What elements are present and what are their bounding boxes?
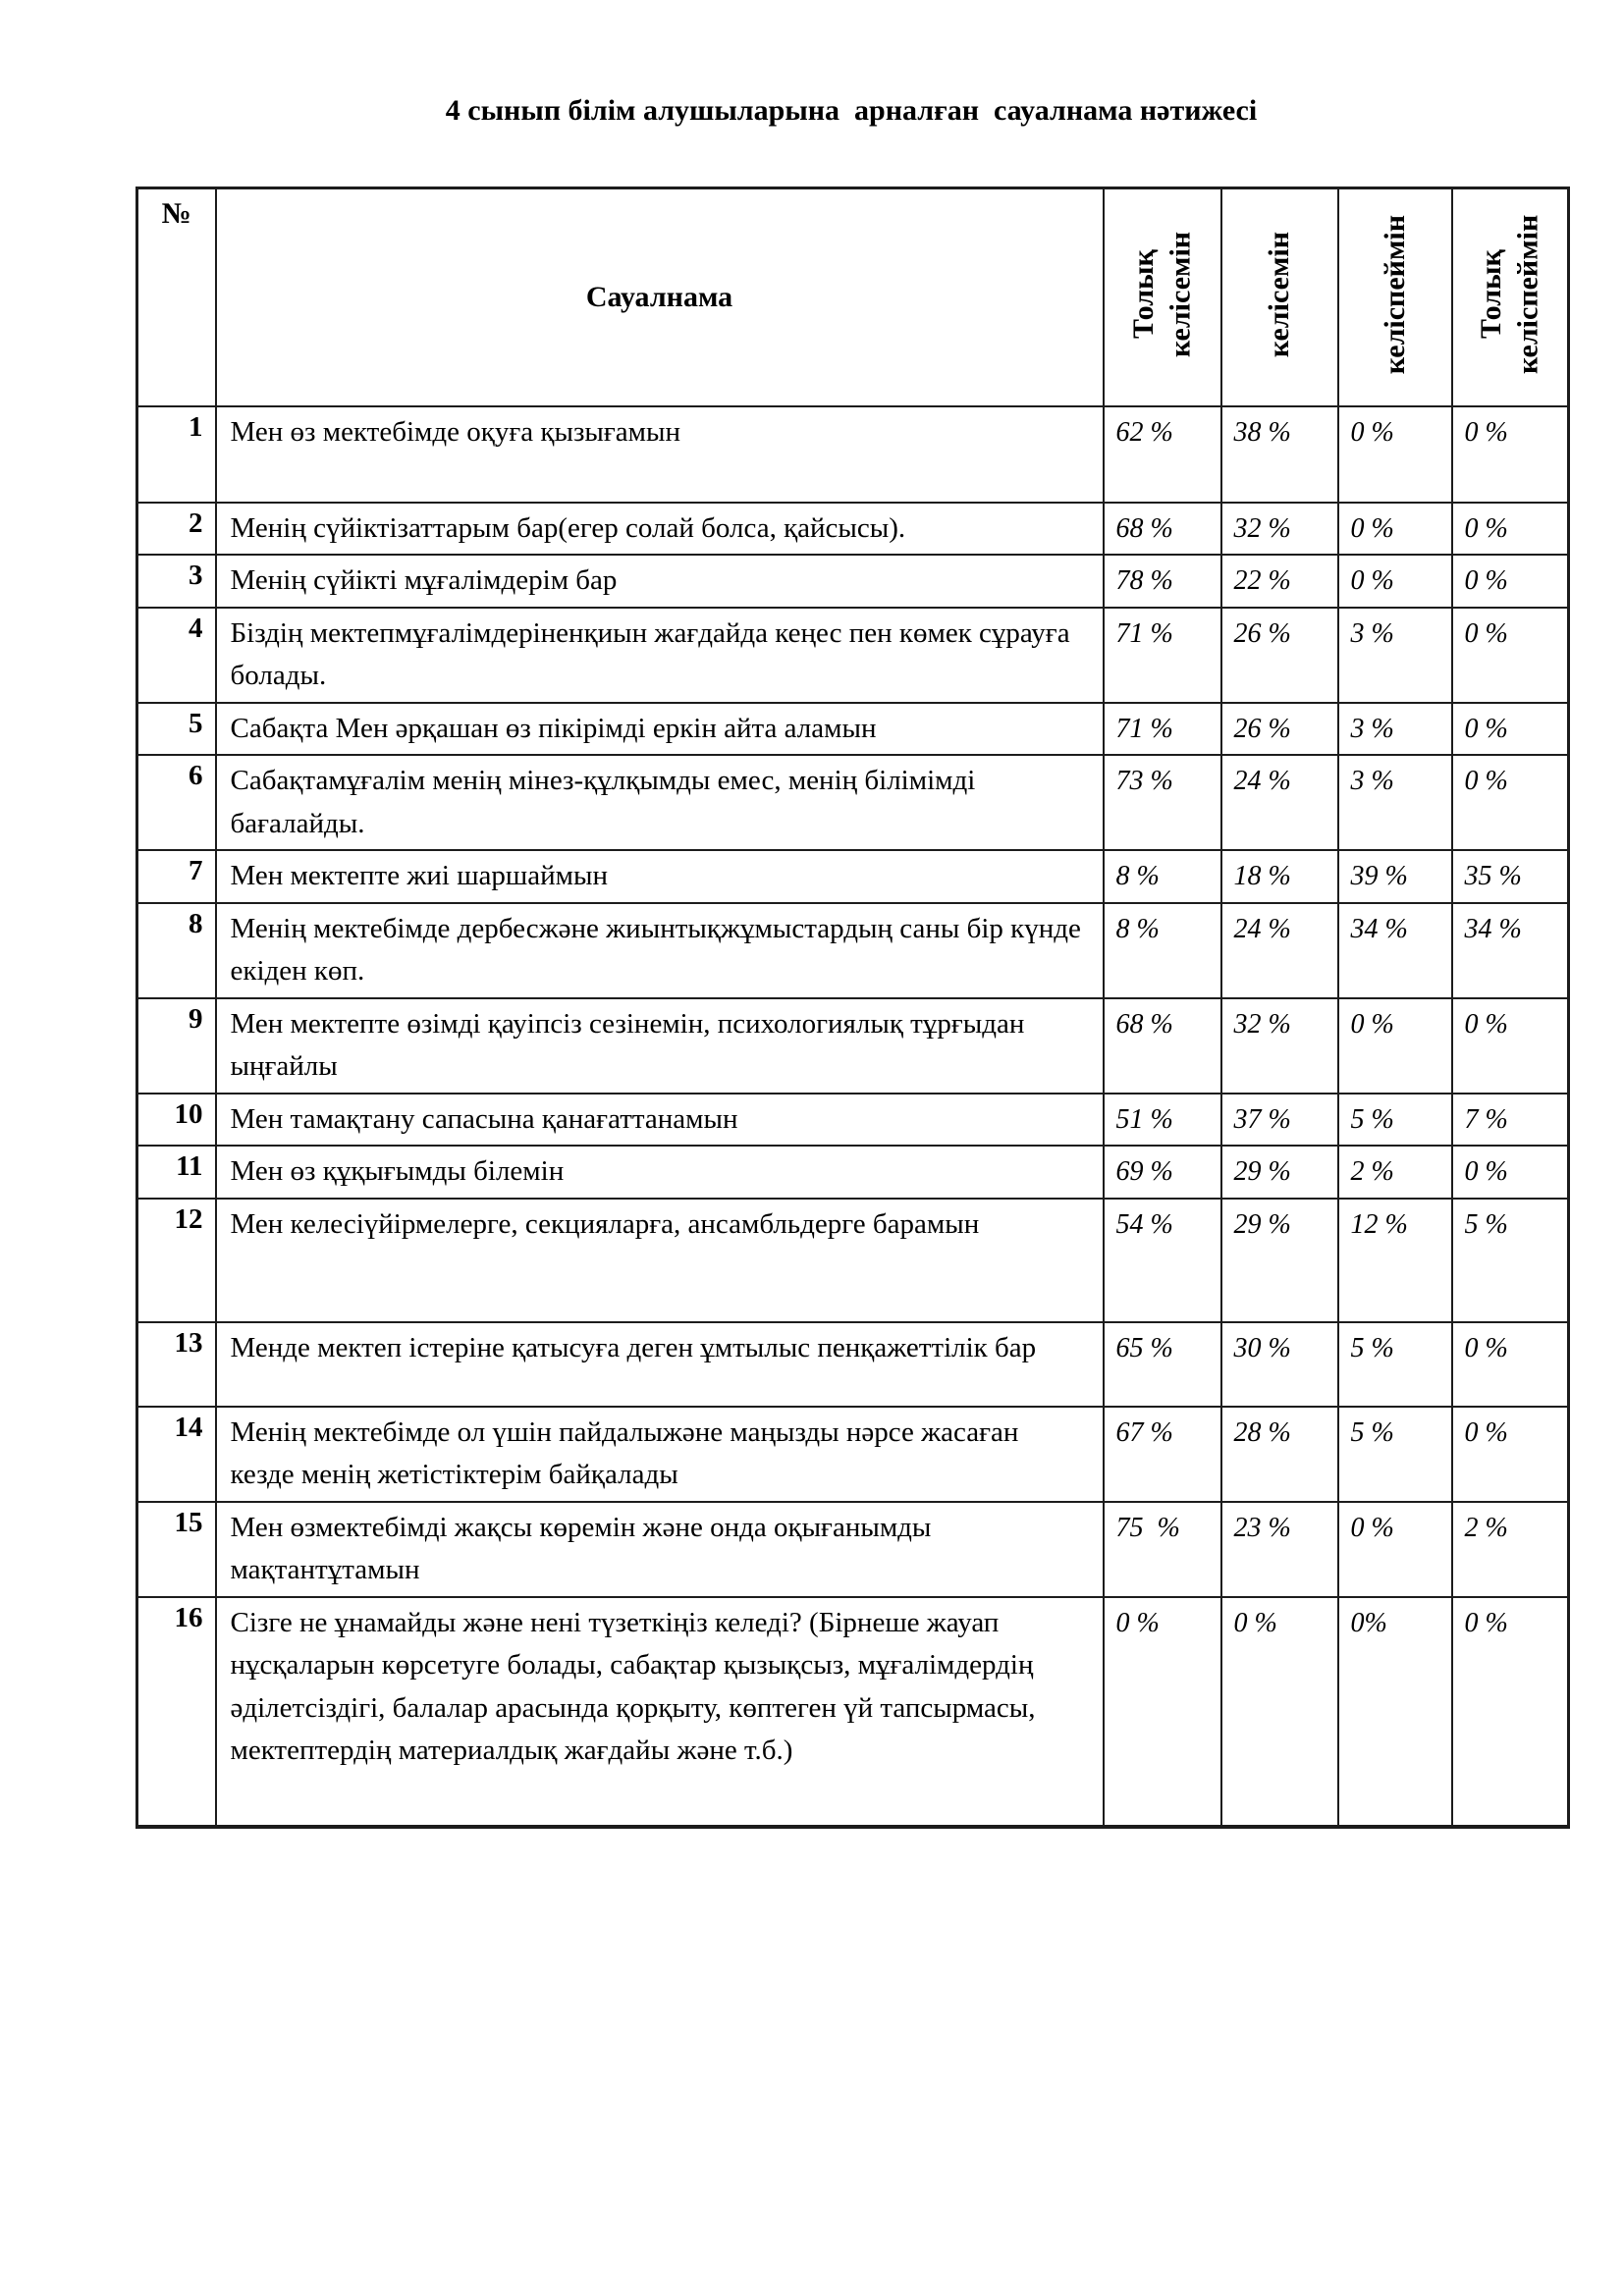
value-fully-disagree: 5 % [1452, 1199, 1569, 1322]
question-cell: Менде мектеп істеріне қатысуға деген ұмтылыс пенқажеттілік бар [216, 1322, 1104, 1407]
table-row [137, 555, 1569, 608]
table-row [137, 1597, 1569, 1827]
value-fully-agree: 8 % [1104, 850, 1221, 903]
value-agree: 28 % [1221, 1407, 1338, 1502]
table-row [137, 1407, 1569, 1502]
column-header-fully-disagree [1452, 188, 1569, 406]
column-header-disagree [1338, 188, 1452, 406]
row-number: 12 [137, 1199, 216, 1322]
value-disagree: 3 % [1338, 755, 1452, 850]
table-row [137, 1502, 1569, 1597]
value-agree: 22 % [1221, 555, 1338, 608]
value-disagree: 0 % [1338, 1502, 1452, 1597]
header-row [137, 188, 1569, 406]
row-number: 4 [137, 608, 216, 703]
value-fully-agree: 65 % [1104, 1322, 1221, 1407]
value-disagree: 5 % [1338, 1322, 1452, 1407]
value-fully-agree: 67 % [1104, 1407, 1221, 1502]
rotated-header-text: келісемін [1263, 232, 1296, 358]
question-cell: Сізге не ұнамайды және нені түзеткіңіз келеді? (Бірнеше жауап нұсқаларын көрсетуге болады, сабақтар қызықсыз, мұғалімдердің әділетсіздігі, балалар арасында қорқыту, көптеген үй тапсырмасы, мектептердің материалдық жағдайы және т.б.) [216, 1597, 1104, 1827]
value-agree: 23 % [1221, 1502, 1338, 1597]
value-fully-disagree: 7 % [1452, 1094, 1569, 1147]
value-fully-disagree: 0 % [1452, 998, 1569, 1094]
question-cell: Мен келесіүйірмелерге, секцияларға, ансамбльдерге барамын [216, 1199, 1104, 1322]
value-fully-agree: 73 % [1104, 755, 1221, 850]
question-cell: Біздің мектепмұғалімдеріненқиын жағдайда кеңес пен көмек сұрауға болады. [216, 608, 1104, 703]
table-row [137, 1322, 1569, 1407]
question-cell: Мен өз мектебімде оқуға қызығамын [216, 406, 1104, 503]
value-agree: 30 % [1221, 1322, 1338, 1407]
value-fully-disagree: 0 % [1452, 1322, 1569, 1407]
value-fully-agree: 68 % [1104, 998, 1221, 1094]
value-disagree: 12 % [1338, 1199, 1452, 1322]
value-disagree: 3 % [1338, 608, 1452, 703]
value-disagree: 5 % [1338, 1407, 1452, 1502]
value-agree: 32 % [1221, 998, 1338, 1094]
question-cell: Менің сүйіктізаттарым бар(егер солай болса, қайсысы). [216, 503, 1104, 556]
value-disagree: 2 % [1338, 1146, 1452, 1199]
table-row [137, 850, 1569, 903]
row-number: 8 [137, 903, 216, 998]
value-fully-agree: 62 % [1104, 406, 1221, 503]
value-fully-disagree: 0 % [1452, 503, 1569, 556]
question-cell: Менің мектебімде дербесжәне жиынтықжұмыстардың саны бір күнде екіден көп. [216, 903, 1104, 998]
value-fully-disagree: 0 % [1452, 406, 1569, 503]
row-number: 10 [137, 1094, 216, 1147]
value-agree: 38 % [1221, 406, 1338, 503]
table-body [137, 406, 1569, 1827]
value-disagree: 0% [1338, 1597, 1452, 1827]
column-header-fully-agree [1104, 188, 1221, 406]
value-agree: 0 % [1221, 1597, 1338, 1827]
question-cell: Сабақта Мен әрқашан өз пікірімді еркін айта аламын [216, 703, 1104, 756]
table-row [137, 755, 1569, 850]
table-row [137, 1199, 1569, 1322]
value-fully-agree: 75 % [1104, 1502, 1221, 1597]
survey-results-table [135, 187, 1570, 1829]
column-header-question: Сауалнама [216, 188, 1104, 406]
rotated-header-text: Толық келісемін [1127, 232, 1197, 358]
table-row [137, 608, 1569, 703]
value-fully-agree: 54 % [1104, 1199, 1221, 1322]
question-cell: Менің мектебімде ол үшін пайдалыжәне маңызды нәрсе жасаған кезде менің жетістіктерім байқалады [216, 1407, 1104, 1502]
table-row [137, 406, 1569, 503]
value-fully-agree: 71 % [1104, 703, 1221, 756]
value-disagree: 5 % [1338, 1094, 1452, 1147]
question-cell: Мен өзмектебімді жақсы көремін және онда оқығанымды мақтантұтамын [216, 1502, 1104, 1597]
column-header-agree [1221, 188, 1338, 406]
table-row [137, 503, 1569, 556]
row-number: 2 [137, 503, 216, 556]
rotated-header-text: келіспеймін [1378, 215, 1411, 375]
row-number: 6 [137, 755, 216, 850]
value-fully-disagree: 0 % [1452, 1597, 1569, 1827]
table-row [137, 1094, 1569, 1147]
value-fully-agree: 78 % [1104, 555, 1221, 608]
value-agree: 24 % [1221, 755, 1338, 850]
value-fully-disagree: 0 % [1452, 703, 1569, 756]
row-number: 11 [137, 1146, 216, 1199]
row-number: 14 [137, 1407, 216, 1502]
value-agree: 26 % [1221, 608, 1338, 703]
value-disagree: 0 % [1338, 406, 1452, 503]
value-fully-disagree: 2 % [1452, 1502, 1569, 1597]
table-row [137, 1146, 1569, 1199]
row-number: 9 [137, 998, 216, 1094]
rotated-header-text: Толық келіспеймін [1475, 215, 1544, 375]
table-row [137, 998, 1569, 1094]
value-fully-agree: 0 % [1104, 1597, 1221, 1827]
value-fully-disagree: 0 % [1452, 1146, 1569, 1199]
row-number: 5 [137, 703, 216, 756]
value-agree: 18 % [1221, 850, 1338, 903]
column-header-number: № [137, 188, 216, 406]
row-number: 16 [137, 1597, 216, 1827]
value-fully-disagree: 34 % [1452, 903, 1569, 998]
value-agree: 29 % [1221, 1146, 1338, 1199]
value-disagree: 34 % [1338, 903, 1452, 998]
value-fully-agree: 71 % [1104, 608, 1221, 703]
value-agree: 24 % [1221, 903, 1338, 998]
value-fully-disagree: 0 % [1452, 555, 1569, 608]
value-disagree: 3 % [1338, 703, 1452, 756]
value-fully-disagree: 0 % [1452, 608, 1569, 703]
value-fully-disagree: 0 % [1452, 1407, 1569, 1502]
value-disagree: 0 % [1338, 503, 1452, 556]
value-agree: 32 % [1221, 503, 1338, 556]
row-number: 15 [137, 1502, 216, 1597]
row-number: 3 [137, 555, 216, 608]
row-number: 13 [137, 1322, 216, 1407]
row-number: 7 [137, 850, 216, 903]
value-fully-agree: 68 % [1104, 503, 1221, 556]
table-row [137, 903, 1569, 998]
page-title: 4 сынып білім алушыларына арналған сауалнама нәтижесі [445, 94, 1258, 127]
value-fully-agree: 51 % [1104, 1094, 1221, 1147]
value-disagree: 0 % [1338, 555, 1452, 608]
value-agree: 37 % [1221, 1094, 1338, 1147]
question-cell: Сабақтамұғалім менің мінез-құлқымды емес, менің білімімді бағалайды. [216, 755, 1104, 850]
value-disagree: 39 % [1338, 850, 1452, 903]
question-cell: Мен мектепте өзімді қауіпсіз сезінемін, психологиялық тұрғыдан ыңғайлы [216, 998, 1104, 1094]
value-agree: 29 % [1221, 1199, 1338, 1322]
question-cell: Мен мектепте жиі шаршаймын [216, 850, 1104, 903]
table-row [137, 703, 1569, 756]
question-cell: Мен тамақтану сапасына қанағаттанамын [216, 1094, 1104, 1147]
question-cell: Менің сүйікті мұғалімдерім бар [216, 555, 1104, 608]
question-cell: Мен өз құқығымды білемін [216, 1146, 1104, 1199]
value-fully-disagree: 35 % [1452, 850, 1569, 903]
row-number: 1 [137, 406, 216, 503]
value-disagree: 0 % [1338, 998, 1452, 1094]
value-fully-agree: 69 % [1104, 1146, 1221, 1199]
value-agree: 26 % [1221, 703, 1338, 756]
value-fully-disagree: 0 % [1452, 755, 1569, 850]
value-fully-agree: 8 % [1104, 903, 1221, 998]
